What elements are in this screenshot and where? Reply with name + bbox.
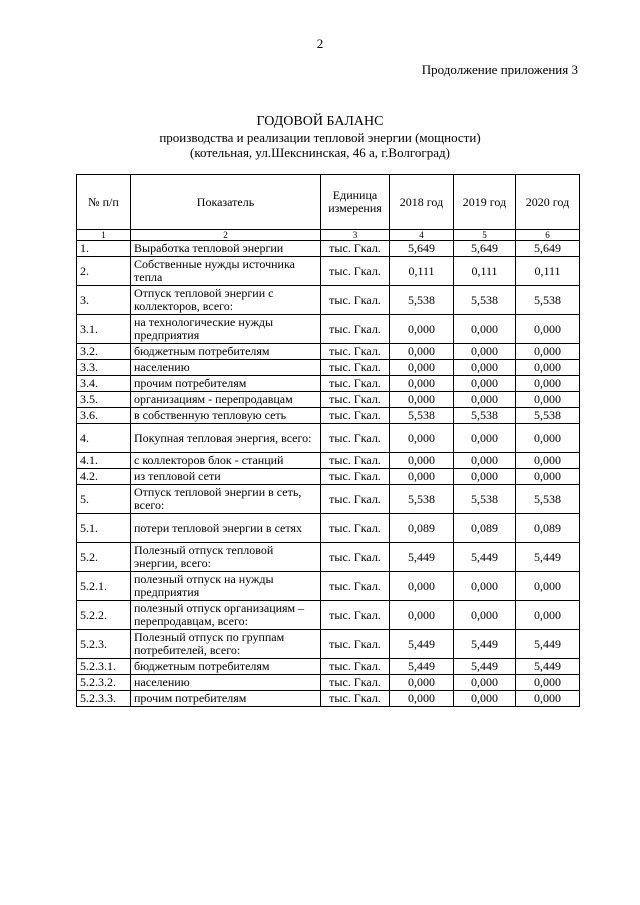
row-unit: тыс. Гкал.	[321, 572, 390, 601]
row-number: 5.2.	[77, 543, 131, 572]
value-2019: 0,000	[454, 572, 516, 601]
row-indicator: в собственную тепловую сеть	[131, 408, 321, 424]
value-2018: 0,000	[390, 376, 454, 392]
table-row	[77, 691, 580, 707]
row-unit: тыс. Гкал.	[321, 344, 390, 360]
row-unit: тыс. Гкал.	[321, 286, 390, 315]
row-unit: тыс. Гкал.	[321, 315, 390, 344]
row-number: 5.	[77, 485, 131, 514]
table-row	[77, 424, 580, 453]
value-2018: 5,449	[390, 543, 454, 572]
row-number: 3.6.	[77, 408, 131, 424]
value-2018: 0,111	[390, 257, 454, 286]
row-indicator: полезный отпуск на нужды предприятия	[131, 572, 321, 601]
table-row	[77, 675, 580, 691]
value-2019: 0,000	[454, 376, 516, 392]
row-number: 3.2.	[77, 344, 131, 360]
row-number: 5.2.3.2.	[77, 675, 131, 691]
row-unit: тыс. Гкал.	[321, 543, 390, 572]
table-row	[77, 392, 580, 408]
row-number: 4.	[77, 424, 131, 453]
row-number: 3.4.	[77, 376, 131, 392]
value-2019: 5,449	[454, 630, 516, 659]
row-number: 3.	[77, 286, 131, 315]
value-2019: 5,449	[454, 659, 516, 675]
row-unit: тыс. Гкал.	[321, 257, 390, 286]
document-title: ГОДОВОЙ БАЛАНС	[256, 114, 384, 129]
table-row	[77, 344, 580, 360]
value-2020: 0,000	[516, 469, 580, 485]
value-2018: 0,000	[390, 315, 454, 344]
row-indicator: Покупная тепловая энергия, всего:	[131, 424, 321, 453]
value-2020: 0,000	[516, 691, 580, 707]
row-unit: тыс. Гкал.	[321, 360, 390, 376]
value-2019: 5,649	[454, 241, 516, 257]
row-number: 5.2.3.3.	[77, 691, 131, 707]
value-2019: 0,000	[454, 601, 516, 630]
value-2020: 0,000	[516, 453, 580, 469]
row-unit: тыс. Гкал.	[321, 691, 390, 707]
value-2018: 0,000	[390, 675, 454, 691]
row-number: 1.	[77, 241, 131, 257]
value-2019: 5,449	[454, 543, 516, 572]
row-unit: тыс. Гкал.	[321, 659, 390, 675]
value-2018: 0,089	[390, 514, 454, 543]
row-number: 4.1.	[77, 453, 131, 469]
annual-balance-table	[76, 174, 580, 707]
row-unit: тыс. Гкал.	[321, 453, 390, 469]
value-2018: 5,538	[390, 485, 454, 514]
column-number: 6	[516, 230, 580, 241]
table-row	[77, 630, 580, 659]
row-unit: тыс. Гкал.	[321, 630, 390, 659]
table-row	[77, 543, 580, 572]
table-row	[77, 453, 580, 469]
row-indicator: прочим потребителям	[131, 376, 321, 392]
row-indicator: бюджетным потребителям	[131, 659, 321, 675]
value-2019: 0,111	[454, 257, 516, 286]
value-2018: 5,538	[390, 286, 454, 315]
column-number-row	[77, 230, 580, 241]
value-2019: 0,000	[454, 675, 516, 691]
value-2018: 0,000	[390, 424, 454, 453]
row-unit: тыс. Гкал.	[321, 469, 390, 485]
value-2020: 5,538	[516, 408, 580, 424]
value-2020: 5,449	[516, 659, 580, 675]
document-title-block	[0, 114, 640, 160]
value-2018: 0,000	[390, 344, 454, 360]
row-indicator: организациям - перепродавцам	[131, 392, 321, 408]
row-indicator: бюджетным потребителям	[131, 344, 321, 360]
row-indicator: полезный отпуск организациям – перепродавцам, всего:	[131, 601, 321, 630]
value-2019: 0,000	[454, 424, 516, 453]
appendix-continuation-note: Продолжение приложения 3	[421, 62, 578, 77]
value-2020: 0,000	[516, 376, 580, 392]
value-2020: 0,089	[516, 514, 580, 543]
column-number: 4	[390, 230, 454, 241]
value-2018: 0,000	[390, 691, 454, 707]
table-row	[77, 241, 580, 257]
row-indicator: из тепловой сети	[131, 469, 321, 485]
value-2019: 0,000	[454, 360, 516, 376]
value-2019: 0,000	[454, 453, 516, 469]
value-2020: 0,000	[516, 424, 580, 453]
header-2018: 2018 год	[390, 175, 454, 230]
value-2019: 0,000	[454, 392, 516, 408]
value-2020: 0,000	[516, 675, 580, 691]
value-2019: 5,538	[454, 286, 516, 315]
value-2018: 5,649	[390, 241, 454, 257]
value-2019: 5,538	[454, 485, 516, 514]
value-2019: 0,000	[454, 691, 516, 707]
table-row	[77, 514, 580, 543]
row-indicator: Полезный отпуск тепловой энергии, всего:	[131, 543, 321, 572]
row-unit: тыс. Гкал.	[321, 514, 390, 543]
header-number: № п/п	[77, 175, 131, 230]
value-2018: 0,000	[390, 453, 454, 469]
row-unit: тыс. Гкал.	[321, 424, 390, 453]
value-2019: 0,000	[454, 469, 516, 485]
row-indicator: Выработка тепловой энергии	[131, 241, 321, 257]
value-2020: 5,649	[516, 241, 580, 257]
column-number: 2	[131, 230, 321, 241]
table-row	[77, 257, 580, 286]
value-2018: 0,000	[390, 360, 454, 376]
table-row	[77, 572, 580, 601]
value-2020: 5,538	[516, 286, 580, 315]
row-number: 5.2.3.	[77, 630, 131, 659]
table-header-row	[77, 175, 580, 230]
header-2020: 2020 год	[516, 175, 580, 230]
document-location: (котельная, ул.Шекснинская, 46 а, г.Волгоград)	[190, 145, 450, 160]
value-2018: 5,449	[390, 659, 454, 675]
row-unit: тыс. Гкал.	[321, 675, 390, 691]
table-row	[77, 601, 580, 630]
row-number: 3.1.	[77, 315, 131, 344]
table-row	[77, 376, 580, 392]
row-indicator: населению	[131, 675, 321, 691]
header-2019: 2019 год	[454, 175, 516, 230]
document-subtitle: производства и реализации тепловой энергии (мощности)	[159, 130, 481, 145]
value-2019: 0,000	[454, 315, 516, 344]
header-unit: Единица измерения	[321, 175, 390, 230]
row-number: 4.2.	[77, 469, 131, 485]
column-number: 1	[77, 230, 131, 241]
row-indicator: с коллекторов блок - станций	[131, 453, 321, 469]
table-row	[77, 485, 580, 514]
row-number: 5.2.1.	[77, 572, 131, 601]
value-2020: 0,000	[516, 572, 580, 601]
row-indicator: потери тепловой энергии в сетях	[131, 514, 321, 543]
value-2019: 5,538	[454, 408, 516, 424]
row-indicator: Отпуск тепловой энергии с коллекторов, всего:	[131, 286, 321, 315]
value-2020: 0,000	[516, 315, 580, 344]
value-2018: 5,449	[390, 630, 454, 659]
column-number: 5	[454, 230, 516, 241]
row-indicator: прочим потребителям	[131, 691, 321, 707]
header-indicator: Показатель	[131, 175, 321, 230]
row-unit: тыс. Гкал.	[321, 485, 390, 514]
value-2020: 5,449	[516, 630, 580, 659]
value-2020: 0,000	[516, 360, 580, 376]
column-number: 3	[321, 230, 390, 241]
value-2018: 0,000	[390, 392, 454, 408]
value-2020: 5,538	[516, 485, 580, 514]
row-indicator: Полезный отпуск по группам потребителей, всего:	[131, 630, 321, 659]
value-2020: 0,000	[516, 344, 580, 360]
row-indicator: Отпуск тепловой энергии в сеть, всего:	[131, 485, 321, 514]
row-unit: тыс. Гкал.	[321, 376, 390, 392]
table-row	[77, 469, 580, 485]
row-unit: тыс. Гкал.	[321, 392, 390, 408]
row-unit: тыс. Гкал.	[321, 601, 390, 630]
row-indicator: Собственные нужды источника тепла	[131, 257, 321, 286]
row-number: 5.2.2.	[77, 601, 131, 630]
value-2018: 0,000	[390, 601, 454, 630]
row-number: 3.5.	[77, 392, 131, 408]
value-2019: 0,089	[454, 514, 516, 543]
value-2020: 0,000	[516, 601, 580, 630]
table-row	[77, 408, 580, 424]
value-2018: 0,000	[390, 469, 454, 485]
value-2020: 0,000	[516, 392, 580, 408]
row-unit: тыс. Гкал.	[321, 241, 390, 257]
row-number: 2.	[77, 257, 131, 286]
row-number: 5.2.3.1.	[77, 659, 131, 675]
value-2018: 0,000	[390, 572, 454, 601]
table-row	[77, 315, 580, 344]
row-unit: тыс. Гкал.	[321, 408, 390, 424]
table-row	[77, 360, 580, 376]
table-row	[77, 659, 580, 675]
page-number: 2	[316, 36, 324, 51]
row-number: 3.3.	[77, 360, 131, 376]
value-2020: 5,449	[516, 543, 580, 572]
table-row	[77, 286, 580, 315]
value-2018: 5,538	[390, 408, 454, 424]
value-2020: 0,111	[516, 257, 580, 286]
row-indicator: на технологические нужды предприятия	[131, 315, 321, 344]
row-number: 5.1.	[77, 514, 131, 543]
value-2019: 0,000	[454, 344, 516, 360]
row-indicator: населению	[131, 360, 321, 376]
